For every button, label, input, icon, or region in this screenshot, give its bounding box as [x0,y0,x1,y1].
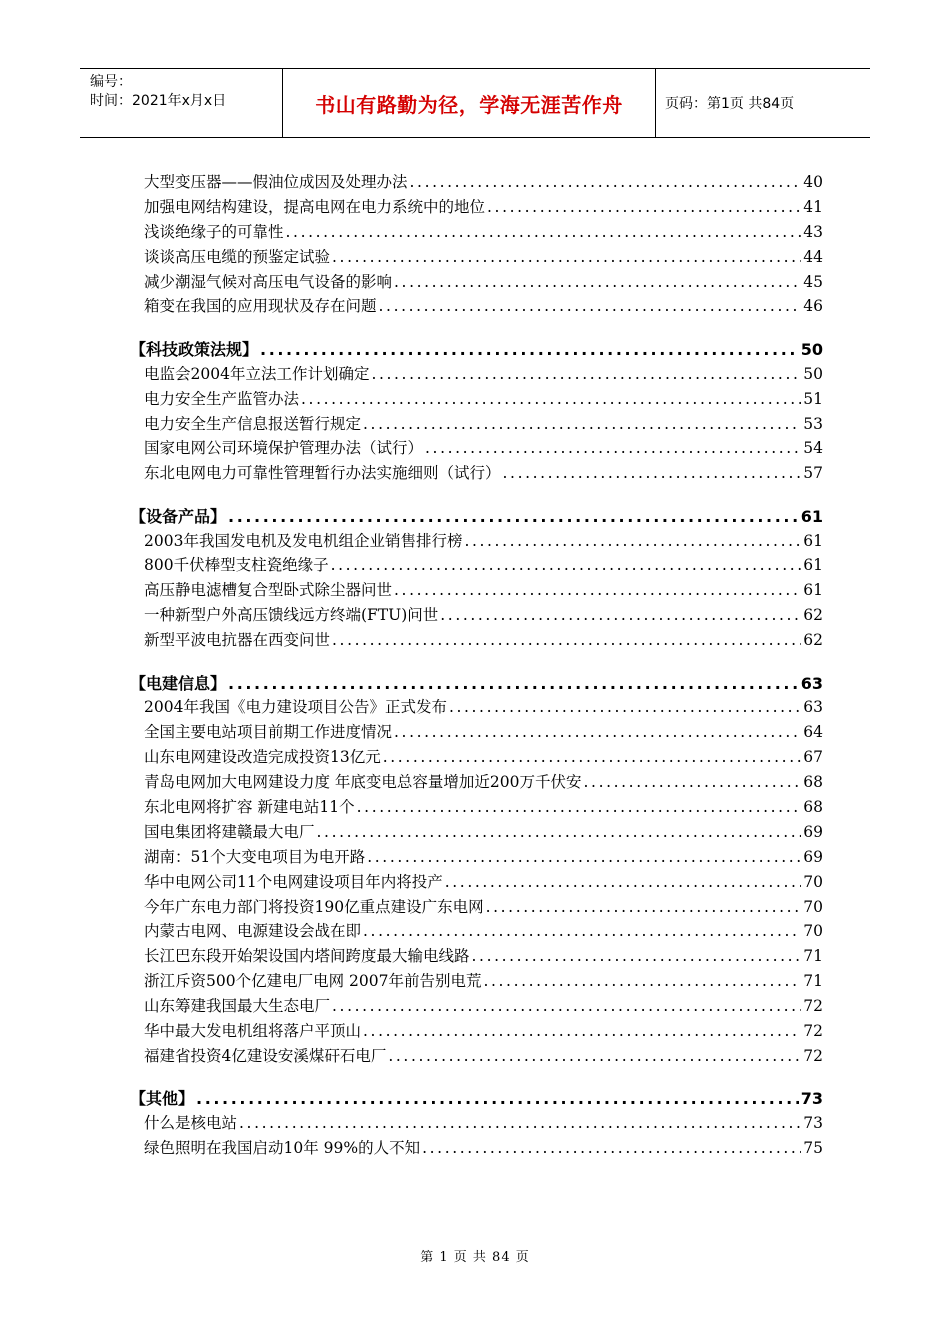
dot-leader [317,823,802,841]
toc-entry[interactable] [130,720,823,745]
dot-leader [228,674,799,693]
toc-entry-page: 69 [803,847,823,866]
toc-entry-title: 2003年我国发电机及发电机组企业销售排行榜 [144,531,463,550]
dot-leader [367,848,801,866]
dot-leader [228,507,799,526]
dot-leader [357,798,802,816]
dot-leader [487,198,801,216]
document-header [80,68,870,138]
toc-entry[interactable] [130,245,823,270]
dot-leader [363,922,801,940]
toc-entry[interactable] [130,553,823,578]
toc-entry[interactable] [130,628,823,653]
toc-entry[interactable] [130,919,823,944]
toc-entry-page: 51 [803,389,823,408]
toc-entry-title: 绿色照明在我国启动10年 99%的人不知 [144,1139,421,1158]
toc-entry[interactable] [130,870,823,895]
toc-category-page: 73 [800,1089,823,1109]
toc-entry[interactable] [130,170,823,195]
toc-category[interactable] [130,504,823,529]
dot-leader [371,365,801,383]
toc-entry[interactable] [130,1044,823,1069]
toc-entry-page: 75 [803,1139,823,1158]
document-number-label: 编号： [90,74,132,90]
toc-entry-title: 谈谈高压电缆的预鉴定试验 [144,247,331,266]
dot-leader [363,1022,801,1040]
toc-entry-page: 53 [803,414,823,433]
dot-leader [239,1114,801,1132]
toc-entry[interactable] [130,695,823,720]
toc-category-title: 【设备产品】 [130,506,227,526]
dot-leader [584,773,802,791]
dot-leader [383,748,802,766]
dot-leader [394,581,801,599]
toc-entry-title: 内蒙古电网、电源建设会战在即 [144,922,362,941]
dot-leader [394,273,801,291]
toc-entry-title: 一种新型户外高压馈线远方终端(FTU)问世 [144,606,439,625]
toc-entry-title: 福建省投资4亿建设安溪煤矸石电厂 [144,1046,387,1065]
toc-entry-page: 68 [803,773,823,792]
toc-category[interactable] [130,1086,823,1111]
dot-leader [196,1089,799,1108]
toc-entry-title: 山东筹建我国最大生态电厂 [144,997,331,1016]
toc-group [130,337,823,486]
dot-leader [483,972,801,990]
toc-entry-title: 新型平波电抗器在西变问世 [144,631,331,650]
toc-entry[interactable] [130,387,823,412]
toc-entry-page: 64 [803,723,823,742]
header-page-label: 页码：第1页 共84页 [665,96,795,112]
toc-entry-title: 浅谈绝缘子的可靠性 [144,222,284,241]
toc-entry-page: 62 [803,631,823,650]
toc-entry-title: 华中电网公司11个电网建设项目年内将投产 [144,872,443,891]
toc-entry[interactable] [130,220,823,245]
dot-leader [445,873,802,891]
dot-leader [301,390,801,408]
toc-entry[interactable] [130,1111,823,1136]
toc-entry-title: 东北电网电力可靠性管理暂行办法实施细则（试行） [144,464,501,483]
toc-entry-page: 67 [803,748,823,767]
dot-leader [440,606,801,624]
toc-entry-title: 湖南：51个大变电项目为电开路 [144,847,366,866]
dot-leader [388,1047,801,1065]
toc-entry[interactable] [130,845,823,870]
toc-entry-title: 长江巴东段开始架设国内塔间跨度最大输电线路 [144,947,470,966]
toc-entry-page: 45 [803,272,823,291]
dot-leader [449,698,801,716]
toc-category-title: 【电建信息】 [130,673,227,693]
toc-entry[interactable] [130,270,823,295]
toc-entry-title: 东北电网将扩容 新建电站11个 [144,797,355,816]
dot-leader [422,1139,801,1157]
toc-entry-title: 什么是核电站 [144,1114,238,1133]
toc-entry-title: 电监会2004年立法工作计划确定 [144,364,370,383]
dot-leader [332,631,801,649]
toc-entry-title: 加强电网结构建设，提高电网在电力系统中的地位 [144,197,486,216]
dot-leader [394,723,801,741]
toc-entry[interactable] [130,745,823,770]
toc-entry-title: 山东电网建设改造完成投资13亿元 [144,748,381,767]
toc-entry[interactable] [130,529,823,554]
toc-entry-page: 50 [803,364,823,383]
toc-entry-title: 全国主要电站项目前期工作进度情况 [144,723,393,742]
toc-group [130,504,823,653]
toc-category-title: 【其他】 [130,1089,195,1109]
dot-leader [472,947,802,965]
toc-entry-page: 69 [803,822,823,841]
toc-entry-page: 40 [803,173,823,191]
toc-group [130,170,823,319]
dot-leader [503,464,802,482]
toc-entry-title: 电力安全生产监管办法 [144,389,300,408]
toc-category-title: 【科技政策法规】 [130,339,259,359]
toc-entry-page: 73 [803,1114,823,1133]
toc-entry-page: 43 [803,222,823,241]
toc-entry-title: 华中最大发电机组将落户平顶山 [144,1022,362,1040]
toc-entry[interactable] [130,795,823,820]
toc-entry[interactable] [130,578,823,603]
toc-entry[interactable] [130,412,823,437]
header-meta-cell [80,69,283,137]
toc-entry-title: 2004年我国《电力建设项目公告》正式发布 [144,698,447,717]
toc-category-page: 63 [800,673,823,693]
toc-entry[interactable] [130,820,823,845]
toc-entry-page: 41 [803,197,823,216]
toc-category[interactable] [130,337,823,362]
toc-entry-page: 46 [803,297,823,316]
toc-entry[interactable] [130,944,823,969]
toc-entry-title: 今年广东电力部门将投资190亿重点建设广东电网 [144,897,484,916]
header-motto: 书山有路勤为径，学海无涯苦作舟 [283,69,656,137]
dot-leader [331,556,802,574]
toc-entry-page: 71 [803,972,823,991]
toc-entry-page: 44 [803,247,823,266]
toc-entry[interactable] [130,1136,823,1161]
toc-group [130,671,823,1069]
toc-entry-title: 国电集团将建赣最大电厂 [144,822,315,841]
dot-leader [410,173,802,191]
toc-entry-title: 浙江斥资500个亿建电厂电网 2007年前告别电荒 [144,972,482,991]
toc-entry-page: 61 [803,556,823,575]
dot-leader [379,297,802,315]
toc-entry[interactable] [130,436,823,461]
dot-leader [363,415,801,433]
toc-entry-page: 71 [803,947,823,966]
toc-entry[interactable] [130,994,823,1019]
toc-entry-page: 68 [803,797,823,816]
toc-entry-page: 72 [803,1022,823,1040]
dot-leader [332,997,801,1015]
toc-entry[interactable] [130,195,823,220]
toc-category-page: 50 [800,339,823,359]
dot-leader [332,248,801,266]
toc-category-page: 61 [800,506,823,526]
toc-entry[interactable] [130,362,823,387]
toc-entry[interactable] [130,1019,823,1044]
toc-entry-title: 电力安全生产信息报送暂行规定 [144,414,362,433]
toc-group [130,1086,823,1161]
toc-entry[interactable] [130,770,823,795]
toc-entry-page: 54 [803,439,823,458]
document-time-label: 时间：2021年x月x日 [90,93,227,109]
toc-category[interactable] [130,671,823,696]
toc-entry[interactable] [130,895,823,920]
dot-leader [260,340,799,359]
dot-leader [464,532,801,550]
toc-entry-title: 国家电网公司环境保护管理办法（试行） [144,439,424,458]
page-footer: 第 1 页 共 84 页 [420,1250,530,1265]
toc-entry-page: 63 [803,698,823,717]
toc-entry[interactable] [130,294,823,319]
toc-entry[interactable] [130,969,823,994]
dot-leader [286,223,802,241]
toc-entry-page: 61 [803,581,823,600]
toc-entry-page: 72 [803,1046,823,1065]
toc-entry-page: 70 [803,897,823,916]
toc-entry-page: 72 [803,997,823,1016]
toc-entry-title: 减少潮湿气候对高压电气设备的影响 [144,272,393,291]
toc-entry-title: 大型变压器——假油位成因及处理办法 [144,173,408,191]
toc-entry-page: 57 [803,464,823,483]
toc-entry-title: 800千伏棒型支柱瓷绝缘子 [144,556,329,575]
toc-entry-title: 青岛电网加大电网建设力度 年底变电总容量增加近200万千伏安 [144,773,582,792]
dot-leader [486,898,802,916]
toc-entry[interactable] [130,603,823,628]
table-of-contents [130,170,823,1178]
toc-entry-page: 70 [803,922,823,941]
toc-entry-title: 箱变在我国的应用现状及存在问题 [144,297,377,316]
toc-entry-page: 61 [803,531,823,550]
dot-leader [425,439,801,457]
toc-entry[interactable] [130,461,823,486]
toc-entry-page: 70 [803,872,823,891]
toc-entry-title: 高压静电滤槽复合型卧式除尘器问世 [144,581,393,600]
toc-entry-page: 62 [803,606,823,625]
